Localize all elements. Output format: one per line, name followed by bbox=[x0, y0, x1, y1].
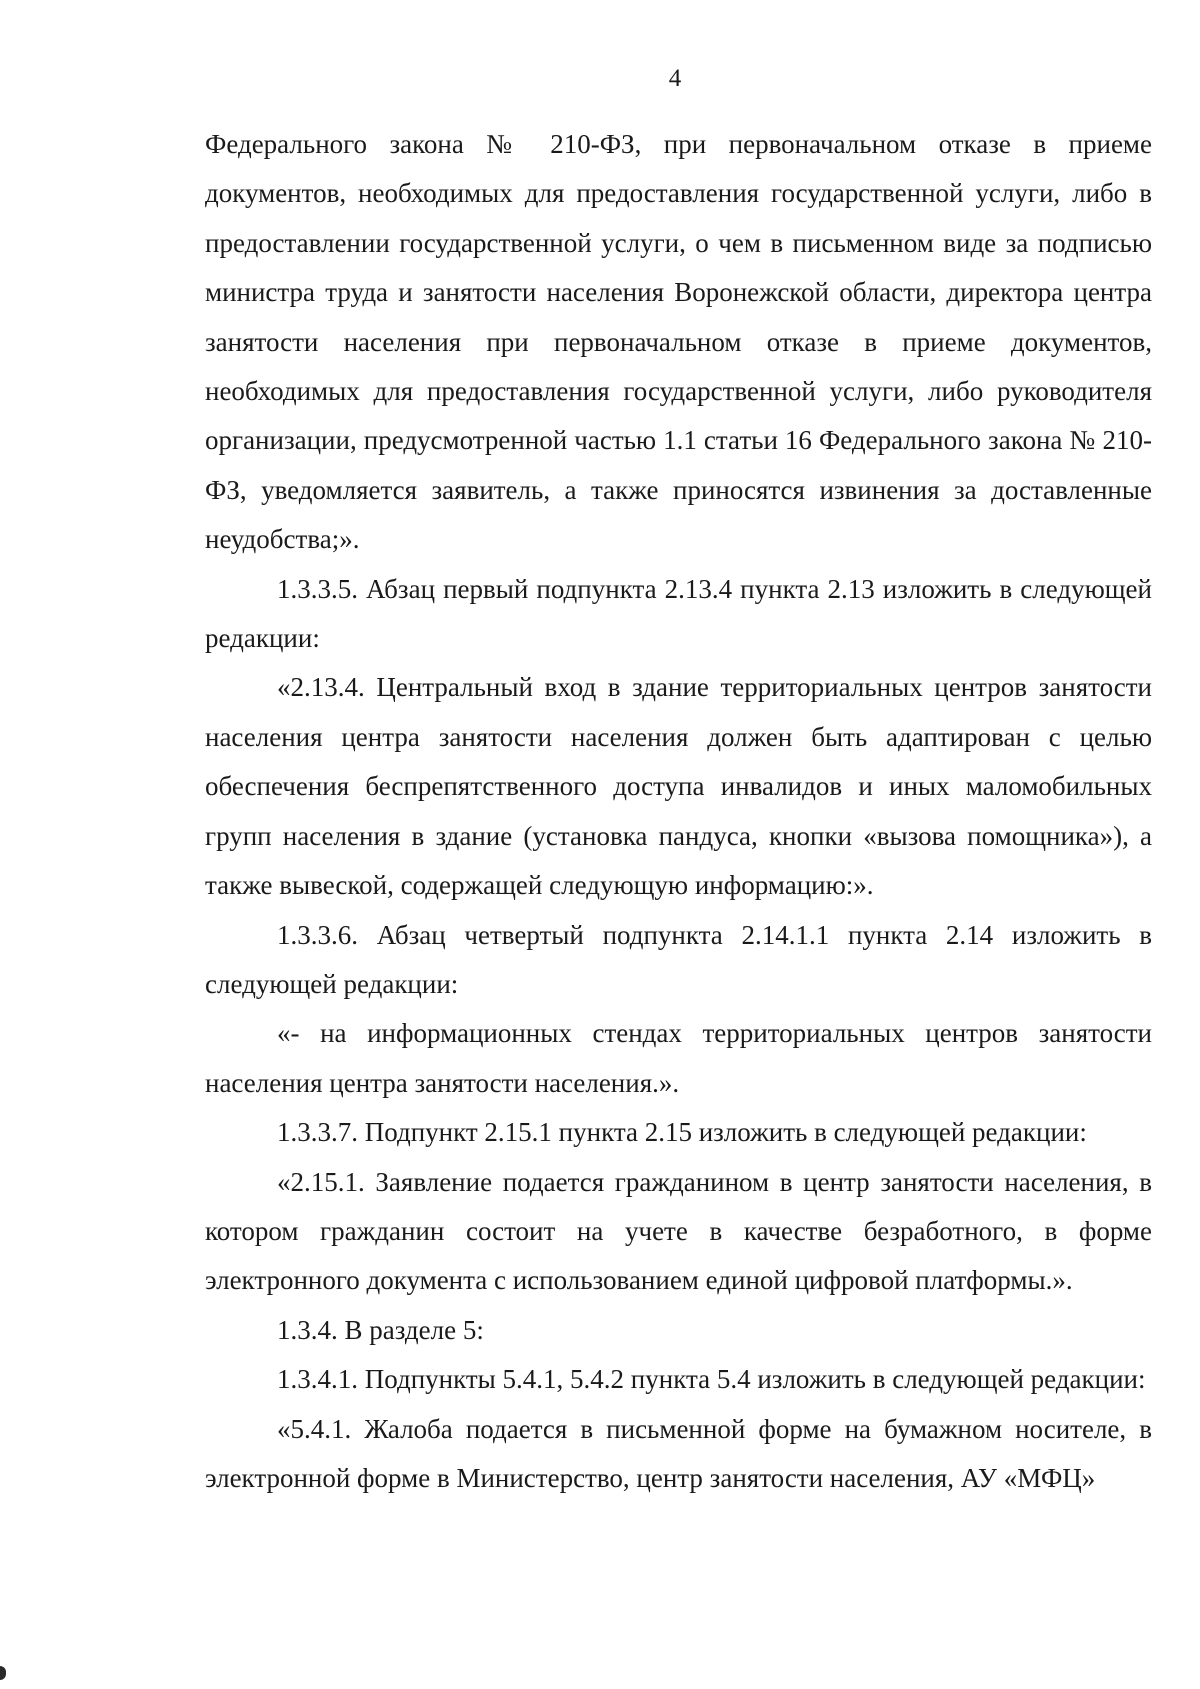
paragraph-1-3-3-7: 1.3.3.7. Подпункт 2.15.1 пункта 2.15 изложить в следующей редакции: bbox=[277, 1117, 1087, 1148]
paragraph-quote-5-4-1: «5.4.1. Жалоба подается в письменной форме на бумажном носителе, в электронной форме в Министерство, центр занятости населения, АУ «МФЦ» bbox=[205, 1413, 1152, 1493]
paragraph-quote-stands: «- на информационных стендах территориальных центров занятости населения центра занятости населения.». bbox=[205, 1018, 1152, 1098]
paragraph-quote-2-13-4: «2.13.4. Центральный вход в здание территориальных центров занятости населения центра занятости населения должен быть адаптирован с целью обеспечения беспрепятственного доступа инвалидов и иных маломобильных групп населения в здание (установка пандуса, кнопки «вызова помощника»), а также вывеской, содержащей следующую информацию:». bbox=[205, 672, 1152, 901]
document-body bbox=[205, 120, 1152, 1503]
paragraph-continuation: Федерального закона № 210-ФЗ, при первоначальном отказе в приеме документов, необходимых для предоставления государственной услуги, либо в предоставлении государственной услуги, о чем в письменном виде за подписью министра труда и занятости населения Воронежской области, директора центра занятости населения при первоначальном отказе в приеме документов, необходимых для предоставления государственной услуги, либо руководителя организации, предусмотренной частью 1.1 статьи 16 Федерального закона № 210-ФЗ, уведомляется заявитель, а также приносятся извинения за доставленные неудобства;». bbox=[205, 129, 1152, 555]
paragraph-1-3-4-1: 1.3.4.1. Подпункты 5.4.1, 5.4.2 пункта 5.4 изложить в следующей редакции: bbox=[277, 1364, 1146, 1395]
paragraph-1-3-3-6: 1.3.3.6. Абзац четвертый подпункта 2.14.1.1 пункта 2.14 изложить в следующей редакции: bbox=[205, 919, 1152, 999]
page-number: 4 bbox=[668, 65, 682, 92]
paragraph-1-3-3-5: 1.3.3.5. Абзац первый подпункта 2.13.4 пункта 2.13 изложить в следующей редакции: bbox=[205, 573, 1152, 654]
paragraph-1-3-4: 1.3.4. В разделе 5: bbox=[277, 1314, 484, 1345]
paragraph-quote-2-15-1: «2.15.1. Заявление подается гражданином в центр занятости населения, в котором гражданин состоит на учете в качестве безработного, в форме электронного документа с использованием единой цифровой платформы.». bbox=[205, 1166, 1152, 1296]
scan-edge-mark bbox=[0, 1666, 6, 1680]
